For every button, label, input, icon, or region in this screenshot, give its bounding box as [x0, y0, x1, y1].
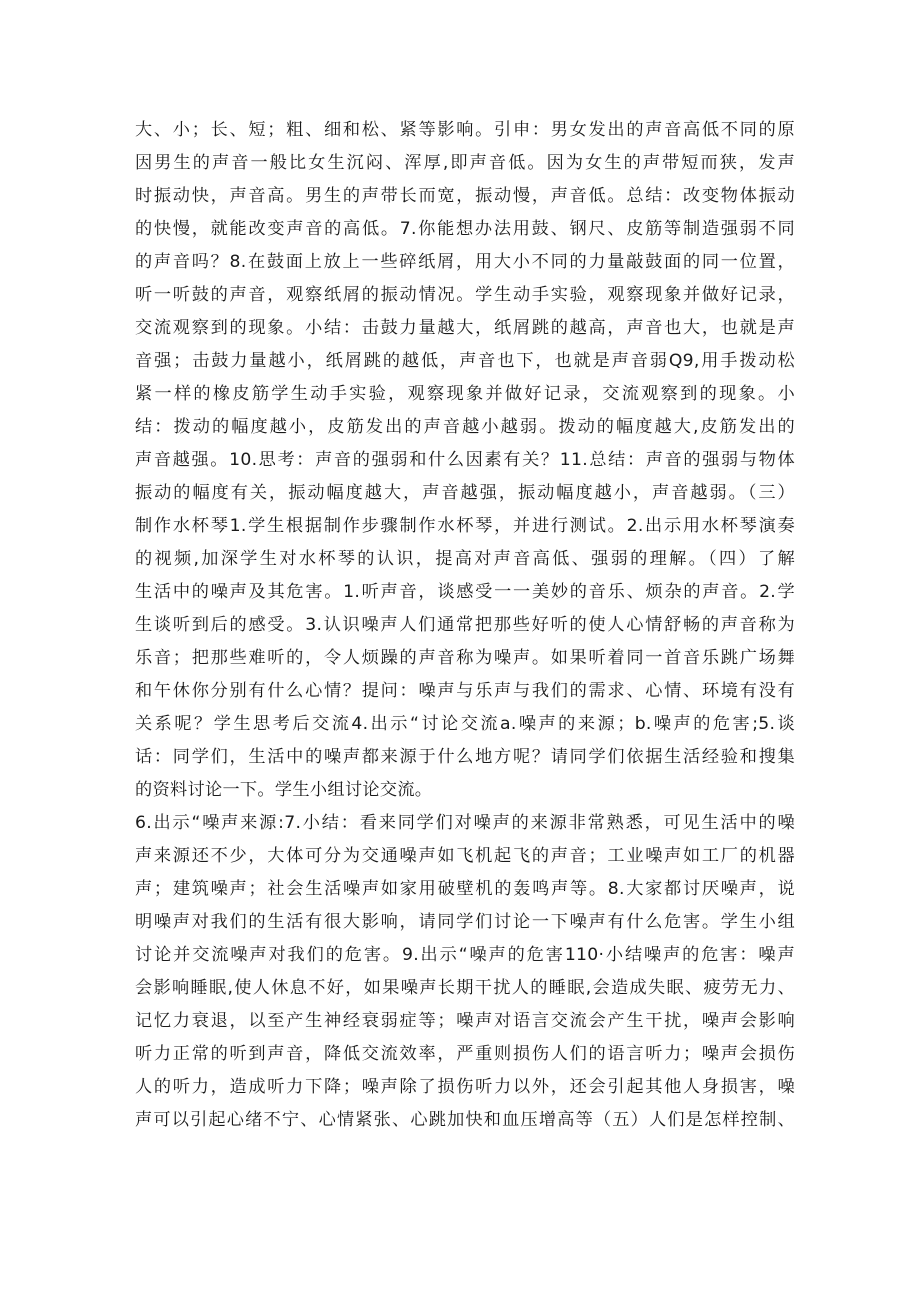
text-line: 大、小；长、短；粗、细和松、紧等影响。引申：男女发出的声音高低不同的原	[135, 120, 795, 140]
text-line: 交流观察到的现象。小结：击鼓力量越大，纸屑跳的越高，声音也大，也就是声	[135, 318, 795, 338]
text-line: 6.出示“噪声来源:7.小结：看来同学们对噪声的来源非常熟悉，可见生活中的噪	[135, 813, 795, 833]
text-line: 声来源还不少，大体可分为交通噪声如飞机起飞的声音；工业噪声如工厂的机器	[135, 846, 795, 866]
text-line: 振动的幅度有关，振动幅度越大，声音越强，振动幅度越小，声音越弱。（三）	[135, 483, 795, 503]
body-text	[135, 114, 795, 1137]
text-line: 话：同学们，生活中的噪声都来源于什么地方呢？请同学们依据生活经验和搜集	[135, 747, 795, 767]
text-line: 紧一样的橡皮筋学生动手实验，观察现象并做好记录，交流观察到的现象。小	[135, 384, 795, 404]
text-line: 的快慢，就能改变声音的高低。7.你能想办法用鼓、钢尺、皮筋等制造强弱不同	[135, 219, 795, 239]
text-line: 时振动快，声音高。男生的声带长而宽，振动慢，声音低。总结：改变物体振动	[135, 186, 795, 206]
text-line: 结：拨动的幅度越小，皮筋发出的声音越小越弱。拨动的幅度越大,皮筋发出的	[135, 417, 795, 437]
text-line: 人的听力，造成听力下降；噪声除了损伤听力以外，还会引起其他人身损害，噪	[135, 1077, 795, 1097]
text-line: 明噪声对我们的生活有很大影响，请同学们讨论一下噪声有什么危害。学生小组	[135, 912, 795, 932]
text-line: 声；建筑噪声；社会生活噪声如家用破壁机的轰鸣声等。8.大家都讨厌噪声，说	[135, 879, 795, 899]
text-line: 生活中的噪声及其危害。1.听声音，谈感受一一美妙的音乐、烦杂的声音。2.学	[135, 582, 795, 602]
text-line: 音强；击鼓力量越小，纸屑跳的越低，声音也下，也就是声音弱Q9,用手拨动松	[135, 351, 795, 371]
text-line: 声可以引起心绪不宁、心情紧张、心跳加快和血压增高等（五）人们是怎样控制、	[135, 1110, 795, 1130]
text-line: 的声音吗？8.在鼓面上放上一些碎纸屑，用大小不同的力量敲鼓面的同一位置，	[135, 252, 795, 272]
text-line: 声音越强。10.思考：声音的强弱和什么因素有关？11.总结：声音的强弱与物体	[135, 450, 795, 470]
text-line: 听一听鼓的声音，观察纸屑的振动情况。学生动手实验，观察现象并做好记录，	[135, 285, 795, 305]
text-line: 制作水杯琴1.学生根据制作步骤制作水杯琴，并进行测试。2.出示用水杯琴演奏	[135, 516, 795, 536]
text-line: 乐音；把那些难听的，令人烦躁的声音称为噪声。如果听着同一首音乐跳广场舞	[135, 648, 795, 668]
text-line: 和午休你分别有什么心情？提问：噪声与乐声与我们的需求、心情、环境有没有	[135, 681, 795, 701]
text-line: 的资料讨论一下。学生小组讨论交流。	[135, 780, 433, 800]
text-line: 关系呢？学生思考后交流4.出示“讨论交流a.噪声的来源；b.噪声的危害;5.谈	[135, 714, 795, 734]
text-line: 听力正常的听到声音，降低交流效率，严重则损伤人们的语言听力；噪声会损伤	[135, 1044, 795, 1064]
text-line: 记忆力衰退，以至产生神经衰弱症等；噪声对语言交流会产生干扰，噪声会影响	[135, 1011, 795, 1031]
text-line: 的视频,加深学生对水杯琴的认识，提高对声音高低、强弱的理解。（四）了解	[135, 549, 795, 569]
text-line: 讨论并交流噪声对我们的危害。9.出示“噪声的危害110·小结噪声的危害：噪声	[135, 945, 795, 965]
text-line: 会影响睡眠,使人休息不好，如果噪声长期干扰人的睡眠,会造成失眠、疲劳无力、	[135, 978, 795, 998]
text-line: 生谈听到后的感受。3.认识噪声人们通常把那些好听的使人心情舒畅的声音称为	[135, 615, 795, 635]
text-line: 因男生的声音一般比女生沉闷、浑厚,即声音低。因为女生的声带短而狭，发声	[135, 153, 795, 173]
